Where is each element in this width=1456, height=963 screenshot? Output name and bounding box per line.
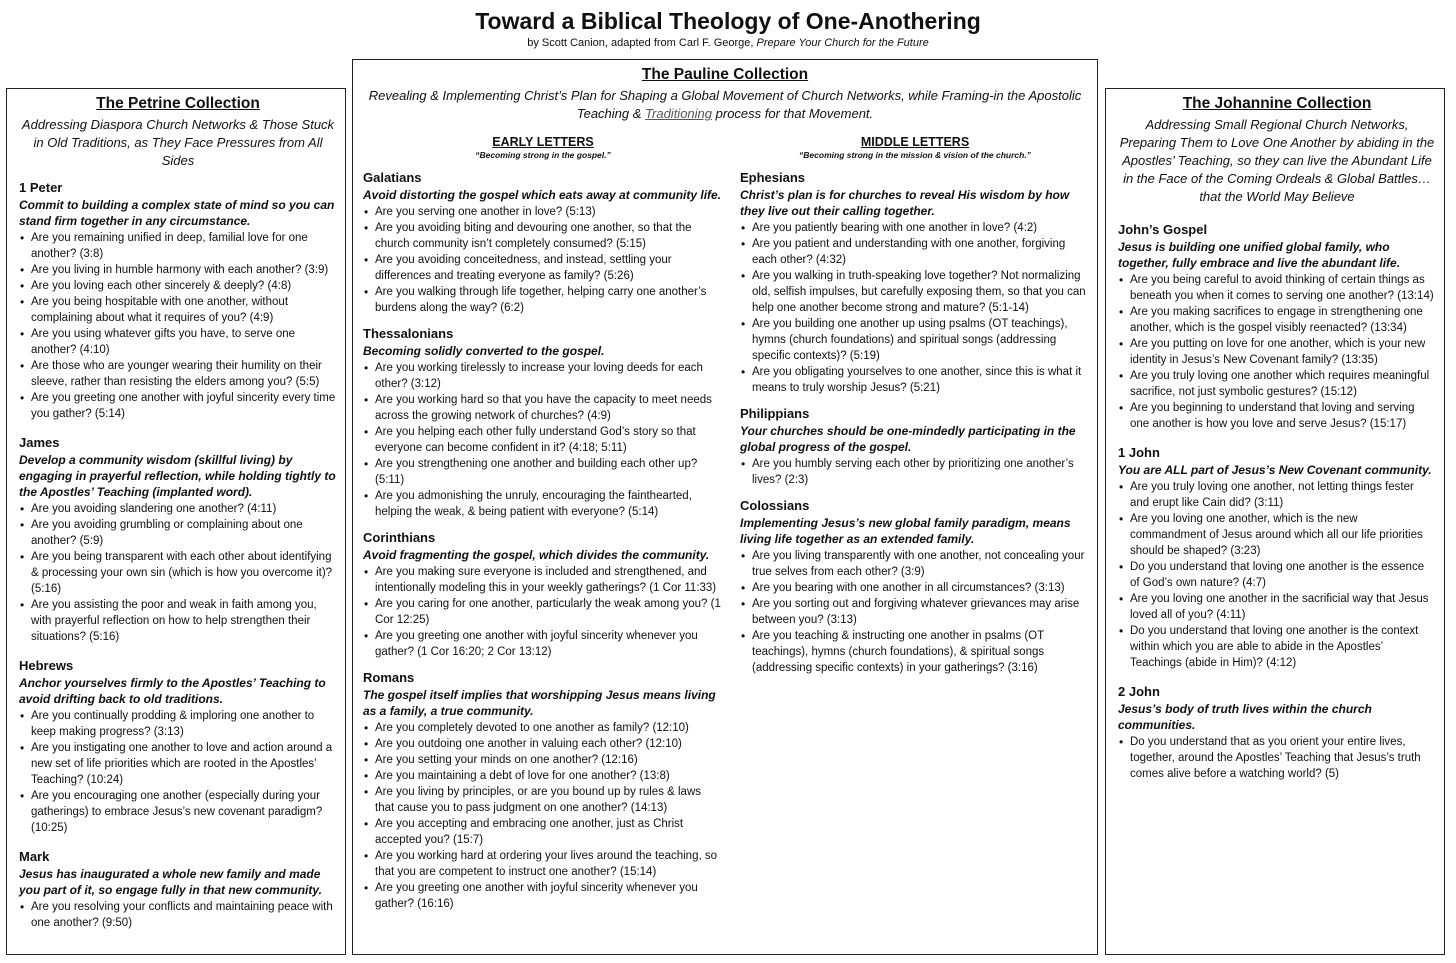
- book-summary: Avoid fragmenting the gospel, which divides the community.: [363, 548, 710, 562]
- book-section: [19, 180, 337, 422]
- book-heading: Galatians: [363, 170, 422, 185]
- early-letters-sections: [363, 170, 723, 912]
- question-item: • Are you using whatever gifts you have, to serve one another? (4:10): [31, 326, 337, 358]
- question-item: • Are you teaching & instructing one another in psalms (OT teachings), hymns (church foundations), & spiritual songs (addressing specific contexts) in your gatherings? (3:16): [752, 628, 1090, 676]
- petrine-title: The Petrine Collection: [96, 95, 260, 112]
- question-list: [740, 220, 1090, 396]
- book-section: [1118, 222, 1436, 432]
- book-summary: Develop a community wisdom (skillful living) by engaging in prayerful reflection, while holding tightly to the Apostles’ Teaching (implanted word).: [19, 453, 336, 499]
- question-item: • Are you walking through life together, helping carry one another’s burdens along the way? (6:2): [375, 284, 723, 316]
- johannine-subtitle: Addressing Small Regional Church Networks, Preparing Them to Love One Another by abiding in the Apostles’ Teaching, so they can live the Abundant Life in the Face of the Coming Ordeals & Global Battles… that the World May Believe: [1119, 117, 1435, 204]
- question-item: • Are you being hospitable with one another, without complaining about what it requires of you? (4:9): [31, 294, 337, 326]
- question-item: • Are you greeting one another with joyful sincerity whenever you gather? (16:16): [375, 880, 723, 912]
- book-summary: Jesus is building one unified global family, who together, fully embrace and live the abundant life.: [1118, 240, 1401, 270]
- question-item: • Are you sorting out and forgiving whatever grievances may arise between you? (3:13): [752, 596, 1090, 628]
- question-list: [363, 204, 723, 316]
- page-header: [0, 8, 1456, 49]
- book-summary: You are ALL part of Jesus’s New Covenant community.: [1118, 463, 1432, 477]
- pauline-subtitle-b: process for that Movement.: [715, 106, 874, 121]
- question-item: • Are you continually prodding & imploring one another to keep making progress? (3:13): [31, 708, 337, 740]
- question-item: • Are you greeting one another with joyful sincerity whenever you gather? (1 Cor 16:20; 2 Cor 13:12): [375, 628, 723, 660]
- question-list: [740, 456, 1090, 488]
- question-item: • Are you patiently bearing with one another in love? (4:2): [752, 220, 1090, 236]
- pauline-title: The Pauline Collection: [641, 66, 809, 83]
- book-summary: Christ’s plan is for churches to reveal His wisdom by how they live out their calling together.: [740, 188, 1070, 218]
- middle-letters-column: [740, 135, 1090, 686]
- book-summary: The gospel itself implies that worshipping Jesus means living as a family, a true community.: [363, 688, 716, 718]
- question-item: • Are you obligating yourselves to one another, since this is what it means to truly worship Jesus? (5:21): [752, 364, 1090, 396]
- book-heading: Corinthians: [363, 530, 436, 545]
- johannine-sections: [1118, 222, 1436, 782]
- book-summary: Your churches should be one-mindedly participating in the global progress of the gospel.: [740, 424, 1076, 454]
- question-item: • Are you walking in truth-speaking love together? Not normalizing old, selfish impulses, but carefully exposing them, so that you can help one another become strong and mature? (5:1-14): [752, 268, 1090, 316]
- question-item: • Are those who are younger wearing their humility on their sleeve, rather than resisting the elders among you? (5:5): [31, 358, 337, 390]
- question-item: • Are you humbly serving each other by prioritizing one another’s lives? (2:3): [752, 456, 1090, 488]
- book-heading: Romans: [363, 670, 415, 685]
- book-summary: Implementing Jesus’s new global family paradigm, means living life together as an extended family.: [740, 516, 1071, 546]
- book-summary: Jesus’s body of truth lives within the church communities.: [1118, 702, 1372, 732]
- question-list: [19, 230, 337, 422]
- book-heading: 1 John: [1118, 445, 1160, 460]
- question-item: • Do you understand that loving one another is the context within which you are able to abide in the Apostles’ Teachings (abide in Him)? (4:12): [1130, 623, 1436, 671]
- book-section: [363, 670, 723, 912]
- book-section: [1118, 445, 1436, 671]
- question-item: • Are you avoiding slandering one another? (4:11): [31, 501, 337, 517]
- question-item: • Are you making sure everyone is included and strengthened, and intentionally modeling this in your weekly gatherings? (1 Cor 11:33): [375, 564, 723, 596]
- book-summary: Becoming solidly converted to the gospel.: [363, 344, 605, 358]
- question-list: [19, 899, 337, 931]
- question-list: [19, 708, 337, 836]
- book-section: [19, 435, 337, 645]
- question-item: • Are you helping each other fully understand God’s story so that everyone can become confident in it? (4:18; 5:11): [375, 424, 723, 456]
- question-item: • Are you beginning to understand that loving and serving one another is how you love and serve Jesus? (15:17): [1130, 400, 1436, 432]
- book-section: [740, 406, 1090, 488]
- book-heading: Ephesians: [740, 170, 806, 185]
- question-item: • Are you putting on love for one another, which is your new identity in Jesus’s New Covenant family? (13:35): [1130, 336, 1436, 368]
- question-item: • Are you truly loving one another which requires meaningful sacrifice, not just symbolic gestures? (15:12): [1130, 368, 1436, 400]
- book-heading: 2 John: [1118, 684, 1160, 699]
- question-item: • Are you outdoing one another in valuing each other? (12:10): [375, 736, 723, 752]
- question-item: • Are you serving one another in love? (5:13): [375, 204, 723, 220]
- question-list: [363, 360, 723, 520]
- question-item: • Are you resolving your conflicts and maintaining peace with one another? (9:50): [31, 899, 337, 931]
- question-item: • Are you making sacrifices to engage in strengthening one another, which is the gospel visibly reenacted? (13:34): [1130, 304, 1436, 336]
- book-section: [363, 530, 723, 660]
- page-byline: [0, 37, 1456, 49]
- question-item: • Are you caring for one another, particularly the weak among you? (1 Cor 12:25): [375, 596, 723, 628]
- book-heading: James: [19, 435, 60, 450]
- question-item: • Are you working hard so that you have the capacity to meet needs across the growing network of churches? (4:9): [375, 392, 723, 424]
- question-item: • Are you truly loving one another, not letting things fester and erupt like Cain did? (3:11): [1130, 479, 1436, 511]
- question-item: • Are you avoiding conceitedness, and instead, settling your differences and treating everyone as family? (5:26): [375, 252, 723, 284]
- question-item: • Are you accepting and embracing one another, just as Christ accepted you? (15:7): [375, 816, 723, 848]
- question-list: [363, 564, 723, 660]
- question-item: • Do you understand that as you orient your entire lives, together, around the Apostles’ Teaching that Jesus’s truth comes alive before a watching world? (5): [1130, 734, 1436, 782]
- question-item: • Are you maintaining a debt of love for one another? (13:8): [375, 768, 723, 784]
- petrine-collection-box: [6, 88, 346, 955]
- question-list: [1118, 272, 1436, 432]
- early-letters-tagline: “Becoming strong in the gospel.”: [475, 150, 611, 160]
- question-item: • Are you being careful to avoid thinking of certain things as beneath you when it comes to serving one another? (13:14): [1130, 272, 1436, 304]
- question-item: • Are you instigating one another to love and action around a new set of life priorities which are rooted in the Apostles’ Teaching? (10:24): [31, 740, 337, 788]
- book-section: [19, 849, 337, 931]
- pauline-subtitle: [363, 87, 1087, 123]
- early-letters-column: [363, 135, 723, 922]
- book-section: [740, 170, 1090, 396]
- question-list: [363, 720, 723, 912]
- question-item: • Are you building one another up using psalms (OT teachings), hymns (church foundations) and spiritual songs (addressing specific contexts)? (5:19): [752, 316, 1090, 364]
- question-item: • Do you understand that loving one another is the essence of God’s own nature? (4:7): [1130, 559, 1436, 591]
- book-section: [363, 170, 723, 316]
- question-list: [1118, 734, 1436, 782]
- question-item: • Are you working hard at ordering your lives around the teaching, so that you are competent to instruct one another? (15:14): [375, 848, 723, 880]
- book-heading: Philippians: [740, 406, 810, 421]
- pauline-subtitle-a: Revealing & Implementing Christ’s Plan for Shaping a Global Movement of Church Networks, while Framing-in the Apostolic Teaching &: [368, 88, 1082, 121]
- question-item: • Are you bearing with one another in all circumstances? (3:13): [752, 580, 1090, 596]
- book-section: [740, 498, 1090, 676]
- question-item: • Are you encouraging one another (especially during your gatherings) to embrace Jesus’s new covenant paradigm? (10:25): [31, 788, 337, 836]
- question-item: • Are you greeting one another with joyful sincerity every time you gather? (5:14): [31, 390, 337, 422]
- book-heading: Mark: [19, 849, 50, 864]
- johannine-collection-box: [1105, 88, 1445, 955]
- book-summary: Avoid distorting the gospel which eats away at community life.: [363, 188, 722, 202]
- petrine-subtitle: Addressing Diaspora Church Networks & Those Stuck in Old Traditions, as They Face Pressures from All Sides: [21, 117, 335, 168]
- question-item: • Are you living by principles, or are you bound up by rules & laws that cause you to pass judgment on one another? (14:13): [375, 784, 723, 816]
- question-item: • Are you setting your minds on one another? (12:16): [375, 752, 723, 768]
- question-item: • Are you living transparently with one another, not concealing your true selves from each other? (3:9): [752, 548, 1090, 580]
- question-item: • Are you avoiding grumbling or complaining about one another? (5:9): [31, 517, 337, 549]
- book-section: [363, 326, 723, 520]
- question-item: • Are you working tirelessly to increase your loving deeds for each other? (3:12): [375, 360, 723, 392]
- middle-letters-heading: MIDDLE LETTERS: [860, 135, 970, 149]
- question-item: • Are you completely devoted to one another as family? (12:10): [375, 720, 723, 736]
- page-title: Toward a Biblical Theology of One-Anothering: [475, 8, 981, 34]
- question-item: • Are you being transparent with each other about identifying & processing your own sin (which is how you overcome it)? (5:16): [31, 549, 337, 597]
- book-heading: Thessalonians: [363, 326, 454, 341]
- question-item: • Are you remaining unified in deep, familial love for one another? (3:8): [31, 230, 337, 262]
- book-heading: Hebrews: [19, 658, 74, 673]
- book-section: [19, 658, 337, 836]
- question-list: [19, 501, 337, 645]
- question-item: • Are you assisting the poor and weak in faith among you, with prayerful reflection on how to help strengthen their situations? (5:16): [31, 597, 337, 645]
- book-summary: Anchor yourselves firmly to the Apostles’ Teaching to avoid drifting back to old traditions.: [19, 676, 326, 706]
- book-summary: Jesus has inaugurated a whole new family and made you part of it, so engage fully in that new community.: [19, 867, 322, 897]
- question-item: • Are you loving one another, which is the new commandment of Jesus around which all our life priorities should be shaped? (3:23): [1130, 511, 1436, 559]
- question-item: • Are you living in humble harmony with each another? (3:9): [31, 262, 337, 278]
- middle-letters-tagline: “Becoming strong in the mission & vision of the church.”: [799, 150, 1031, 160]
- book-section: [1118, 684, 1436, 782]
- traditioning-link[interactable]: Traditioning: [645, 106, 713, 121]
- question-item: • Are you admonishing the unruly, encouraging the fainthearted, helping the weak, & being patient with everyone? (5:14): [375, 488, 723, 520]
- petrine-sections: [19, 180, 337, 931]
- early-letters-heading: EARLY LETTERS: [492, 135, 594, 149]
- johannine-title: The Johannine Collection: [1182, 95, 1372, 112]
- question-item: • Are you avoiding biting and devouring one another, so that the church community isn’t completely consumed? (5:15): [375, 220, 723, 252]
- question-item: • Are you loving each other sincerely & deeply? (4:8): [31, 278, 337, 294]
- question-list: [740, 548, 1090, 676]
- book-heading: 1 Peter: [19, 180, 63, 195]
- byline-text: by Scott Canion, adapted from Carl F. George,: [527, 37, 754, 49]
- question-list: [1118, 479, 1436, 671]
- pauline-collection-box: [352, 59, 1098, 955]
- question-item: • Are you patient and understanding with one another, forgiving each other? (4:32): [752, 236, 1090, 268]
- book-heading: John’s Gospel: [1118, 222, 1208, 237]
- question-item: • Are you loving one another in the sacrificial way that Jesus loved all of you? (4:11): [1130, 591, 1436, 623]
- middle-letters-sections: [740, 170, 1090, 676]
- book-summary: Commit to building a complex state of mind so you can stand firm together in any circumstance.: [19, 198, 335, 228]
- book-heading: Colossians: [740, 498, 810, 513]
- source-book-title: Prepare Your Church for the Future: [756, 37, 929, 49]
- question-item: • Are you strengthening one another and building each other up? (5:11): [375, 456, 723, 488]
- pauline-columns: [363, 135, 1087, 910]
